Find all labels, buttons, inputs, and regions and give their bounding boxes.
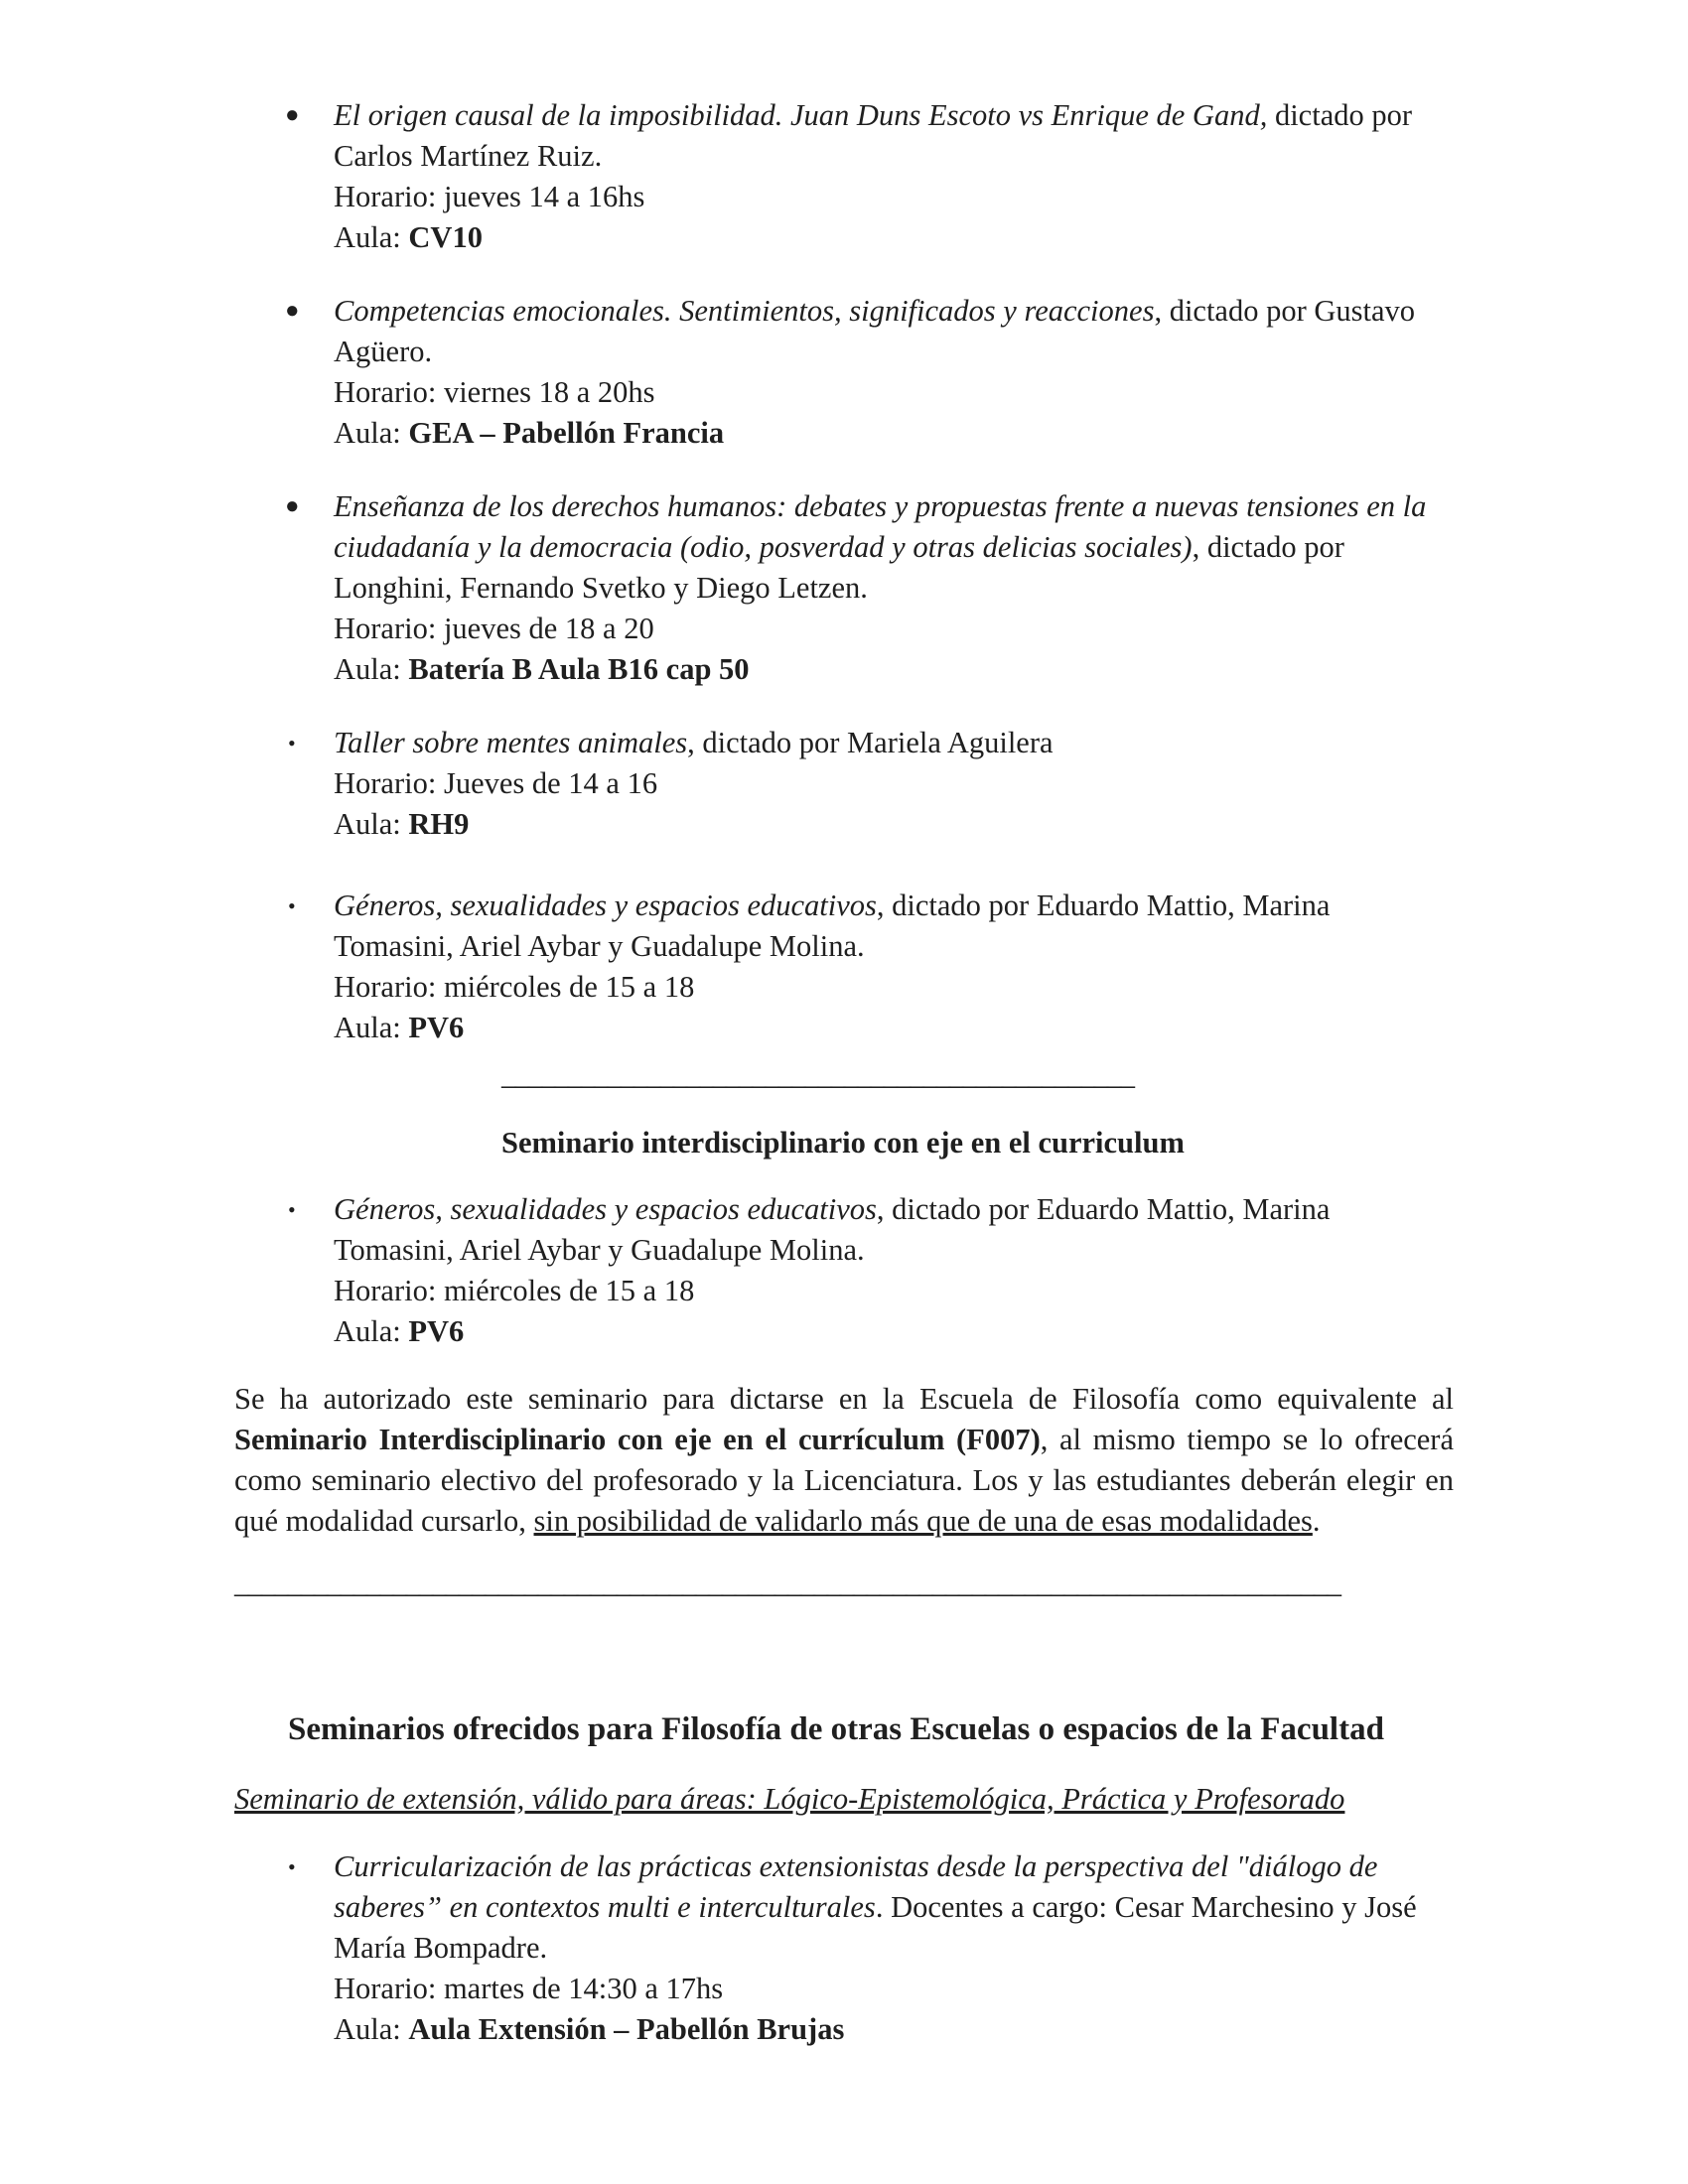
paragraph-line: como seminario electivo del profesorado y la Licenciatura. Los y las estudiantes deberán elegir en (234, 1463, 1454, 1497)
seminar-title: Géneros, sexualidades y espacios educativos (334, 1192, 877, 1226)
paragraph-line: Seminario Interdisciplinario con eje en el currículum (F007), al mismo tiempo se lo ofrecerá (234, 1423, 1455, 1456)
seminar-by: dictado por (1267, 98, 1413, 132)
bullet-icon: • (288, 1197, 296, 1222)
seminar-by: , dictado por (1192, 530, 1344, 564)
seminar-list (0, 1189, 1456, 1352)
bullet-icon: ● (285, 102, 300, 128)
seminar-schedule: Horario: miércoles de 15 a 18 (334, 970, 695, 1004)
divider-short: ________________________________________________ (501, 1057, 1133, 1091)
room-value: GEA – Pabellón Francia (408, 416, 725, 450)
seminar-schedule: Horario: jueves 14 a 16hs (334, 180, 645, 213)
seminar-title-line1: Enseñanza de los derechos humanos: debates y propuestas frente a nuevas tensiones en la (334, 489, 1427, 523)
seminar-by: , dictado por Gustavo (1154, 294, 1416, 328)
course-name: Seminario Interdisciplinario con eje en el currículum (F007) (234, 1423, 1041, 1456)
list-item (0, 723, 1456, 845)
room-value: Batería B Aula B16 cap 50 (408, 652, 750, 686)
room-label: Aula: (334, 1314, 409, 1348)
section-heading: Seminario interdisciplinario con eje en el curriculum (501, 1126, 1185, 1160)
seminar-title-line1: Curricularización de las prácticas extensionistas desde la perspectiva del "diálogo de (334, 1849, 1378, 1883)
seminar-schedule: Horario: Jueves de 14 a 16 (334, 766, 658, 800)
seminar-by: , dictado por Eduardo Mattio, Marina (876, 888, 1331, 922)
seminar-title-line2: ciudadanía y la democracia (odio, posverdad y otras delicias sociales) (334, 530, 1193, 564)
seminar-list (0, 95, 1456, 1048)
section-heading: Seminarios ofrecidos para Filosofía de otras Escuelas o espacios de la Facultad (288, 1711, 1384, 1747)
seminar-schedule: Horario: jueves de 18 a 20 (334, 612, 654, 645)
seminar-schedule: Horario: miércoles de 15 a 18 (334, 1274, 695, 1307)
room-label: Aula: (334, 220, 409, 254)
seminar-room (334, 217, 1456, 258)
section-subtitle: Seminario de extensión, válido para áreas: Lógico-Epistemológica, Práctica y Profesorado (234, 1782, 1345, 1816)
seminar-title: Géneros, sexualidades y espacios educativos (334, 888, 877, 922)
seminar-room (334, 804, 1456, 845)
room-label: Aula: (334, 807, 409, 841)
seminar-teachers: Agüero. (334, 335, 433, 368)
room-label: Aula: (334, 416, 409, 450)
seminar-room (334, 1008, 1456, 1048)
seminar-title-line2: saberes” en contextos multi e interculturales (334, 1890, 876, 1924)
seminar-teachers: Tomasini, Ariel Aybar y Guadalupe Molina. (334, 929, 865, 963)
seminar-room (334, 2009, 1456, 2050)
list-item (0, 291, 1456, 454)
divider-long: ____________________________________________________________________________________ (234, 1566, 1339, 1599)
seminar-title: El origen causal de la imposibilidad. Juan Duns Escoto vs Enrique de Gand, (334, 98, 1268, 132)
seminar-teachers: María Bompadre. (334, 1931, 548, 1965)
paragraph-line: Se ha autorizado este seminario para dictarse en la Escuela de Filosofía como equivalente al (234, 1382, 1454, 1416)
room-label: Aula: (334, 652, 409, 686)
equivalence-paragraph (234, 1379, 1454, 1542)
seminar-by: . Docentes a cargo: Cesar Marchesino y José (875, 1890, 1417, 1924)
room-value: PV6 (408, 1011, 465, 1044)
list-item (0, 95, 1456, 258)
seminar-title: Competencias emocionales. Sentimientos, significados y reacciones (334, 294, 1155, 328)
bullet-icon: ● (285, 493, 300, 519)
seminar-list (0, 1846, 1456, 2050)
seminar-room (334, 1311, 1456, 1352)
paragraph-line: qué modalidad cursarlo, sin posibilidad de validarlo más que de una de esas modalidades. (234, 1504, 1321, 1538)
seminar-room (334, 413, 1456, 454)
room-value: PV6 (408, 1314, 465, 1348)
room-value: RH9 (408, 807, 470, 841)
seminar-by: , dictado por Eduardo Mattio, Marina (876, 1192, 1331, 1226)
bullet-icon: • (288, 731, 296, 755)
room-value: CV10 (408, 220, 483, 254)
room-value: Aula Extensión – Pabellón Brujas (408, 2012, 845, 2046)
list-item (0, 1189, 1456, 1352)
seminar-schedule: Horario: viernes 18 a 20hs (334, 375, 655, 409)
bullet-icon: ● (285, 298, 300, 324)
room-label: Aula: (334, 1011, 409, 1044)
bullet-icon: • (288, 1854, 296, 1879)
seminar-title: Taller sobre mentes animales (334, 726, 688, 759)
list-item (0, 486, 1456, 690)
seminar-teachers: Carlos Martínez Ruiz. (334, 139, 603, 173)
list-item (0, 1846, 1456, 2050)
seminar-teachers: Tomasini, Ariel Aybar y Guadalupe Molina. (334, 1233, 865, 1267)
seminar-room (334, 649, 1456, 690)
underlined-note: sin posibilidad de validarlo más que de una de esas modalidades (533, 1504, 1313, 1538)
seminar-teachers: Longhini, Fernando Svetko y Diego Letzen. (334, 571, 868, 605)
seminar-by: , dictado por Mariela Aguilera (687, 726, 1054, 759)
seminar-schedule: Horario: martes de 14:30 a 17hs (334, 1972, 724, 2005)
list-item (0, 886, 1456, 1048)
room-label: Aula: (334, 2012, 409, 2046)
bullet-icon: • (288, 893, 296, 918)
